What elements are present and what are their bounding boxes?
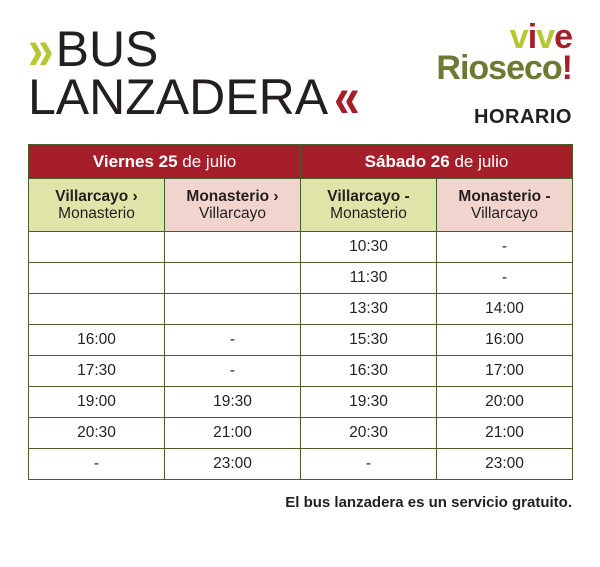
day-header-friday-bold: Viernes 25	[92, 151, 178, 171]
column-header-villarcayo-monasterio-friday	[29, 179, 165, 232]
table-row	[29, 263, 573, 294]
col-head-bold-1: Monasterio ›	[186, 187, 279, 205]
cell-4-3: 17:00	[437, 356, 573, 387]
table-row	[29, 232, 573, 263]
cell-1-0	[29, 263, 165, 294]
cell-1-3: -	[437, 263, 573, 294]
col-head-bold-2: Villarcayo -	[327, 187, 410, 205]
cell-7-2: -	[301, 449, 437, 480]
cell-0-3: -	[437, 232, 573, 263]
day-header-saturday	[301, 145, 573, 179]
day-header-saturday-bold: Sábado 26	[364, 151, 450, 171]
day-header-friday-light: de julio	[177, 151, 237, 171]
table-row	[29, 449, 573, 480]
logo-rioseco-exclamation: !	[561, 49, 572, 88]
table-row	[29, 325, 573, 356]
cell-4-0: 17:30	[29, 356, 165, 387]
col-head-reg-0: Monasterio	[58, 205, 135, 222]
cell-3-1: -	[165, 325, 301, 356]
col-head-bold-3: Monasterio -	[458, 187, 551, 205]
logo-letter-v1: v	[509, 18, 528, 56]
table-row	[29, 387, 573, 418]
cell-6-0: 20:30	[29, 418, 165, 449]
cell-6-1: 21:00	[165, 418, 301, 449]
col-head-reg-1: Villarcayo	[199, 205, 266, 222]
cell-5-0: 19:00	[29, 387, 165, 418]
title-word-bus: BUS	[55, 21, 159, 77]
cell-1-1	[165, 263, 301, 294]
cell-7-1: 23:00	[165, 449, 301, 480]
logo-letter-v2: v	[536, 18, 555, 56]
cell-4-2: 16:30	[301, 356, 437, 387]
cell-4-1: -	[165, 356, 301, 387]
poster-header	[28, 16, 572, 140]
col-head-reg-3: Villarcayo	[471, 205, 538, 222]
schedule-body	[29, 232, 573, 480]
cell-6-2: 20:30	[301, 418, 437, 449]
logo-letter-e: e	[554, 18, 572, 56]
cell-0-0	[29, 232, 165, 263]
cell-6-3: 21:00	[437, 418, 573, 449]
cell-0-2: 10:30	[301, 232, 437, 263]
vive-rioseco-logo	[436, 18, 572, 88]
cell-0-1	[165, 232, 301, 263]
logo-letter-i: i	[527, 18, 537, 56]
cell-3-2: 15:30	[301, 325, 437, 356]
col-head-bold-0: Villarcayo ›	[55, 187, 138, 205]
column-header-villarcayo-monasterio-saturday	[301, 179, 437, 232]
footer-note: El bus lanzadera es un servicio gratuito.	[285, 494, 572, 511]
cell-5-3: 20:00	[437, 387, 573, 418]
cell-3-3: 16:00	[437, 325, 573, 356]
title-line-2	[28, 64, 448, 130]
col-head-reg-2: Monasterio	[330, 205, 407, 222]
cell-2-2: 13:30	[301, 294, 437, 325]
table-row	[29, 418, 573, 449]
day-header-saturday-light: de julio	[449, 151, 509, 171]
day-header-row	[29, 145, 573, 179]
table-row	[29, 356, 573, 387]
cell-7-3: 23:00	[437, 449, 573, 480]
logo-rioseco	[436, 49, 572, 88]
horario-label: HORARIO	[474, 106, 572, 128]
cell-7-0: -	[29, 449, 165, 480]
day-header-friday	[29, 145, 301, 179]
cell-3-0: 16:00	[29, 325, 165, 356]
column-header-row	[29, 179, 573, 232]
table-row	[29, 294, 573, 325]
column-header-monasterio-villarcayo-saturday	[437, 179, 573, 232]
chevron-left-icon: «	[334, 64, 354, 130]
title-word-lanzadera: LANZADERA	[28, 69, 329, 125]
title-line-1	[28, 16, 448, 82]
cell-2-0	[29, 294, 165, 325]
cell-1-2: 11:30	[301, 263, 437, 294]
cell-2-3: 14:00	[437, 294, 573, 325]
logo-rioseco-text: Rioseco	[436, 49, 562, 88]
cell-5-2: 19:30	[301, 387, 437, 418]
chevron-right-icon: »	[28, 16, 48, 82]
cell-2-1	[165, 294, 301, 325]
cell-5-1: 19:30	[165, 387, 301, 418]
poster-title	[28, 16, 448, 130]
schedule-table	[28, 144, 573, 480]
column-header-monasterio-villarcayo-friday	[165, 179, 301, 232]
